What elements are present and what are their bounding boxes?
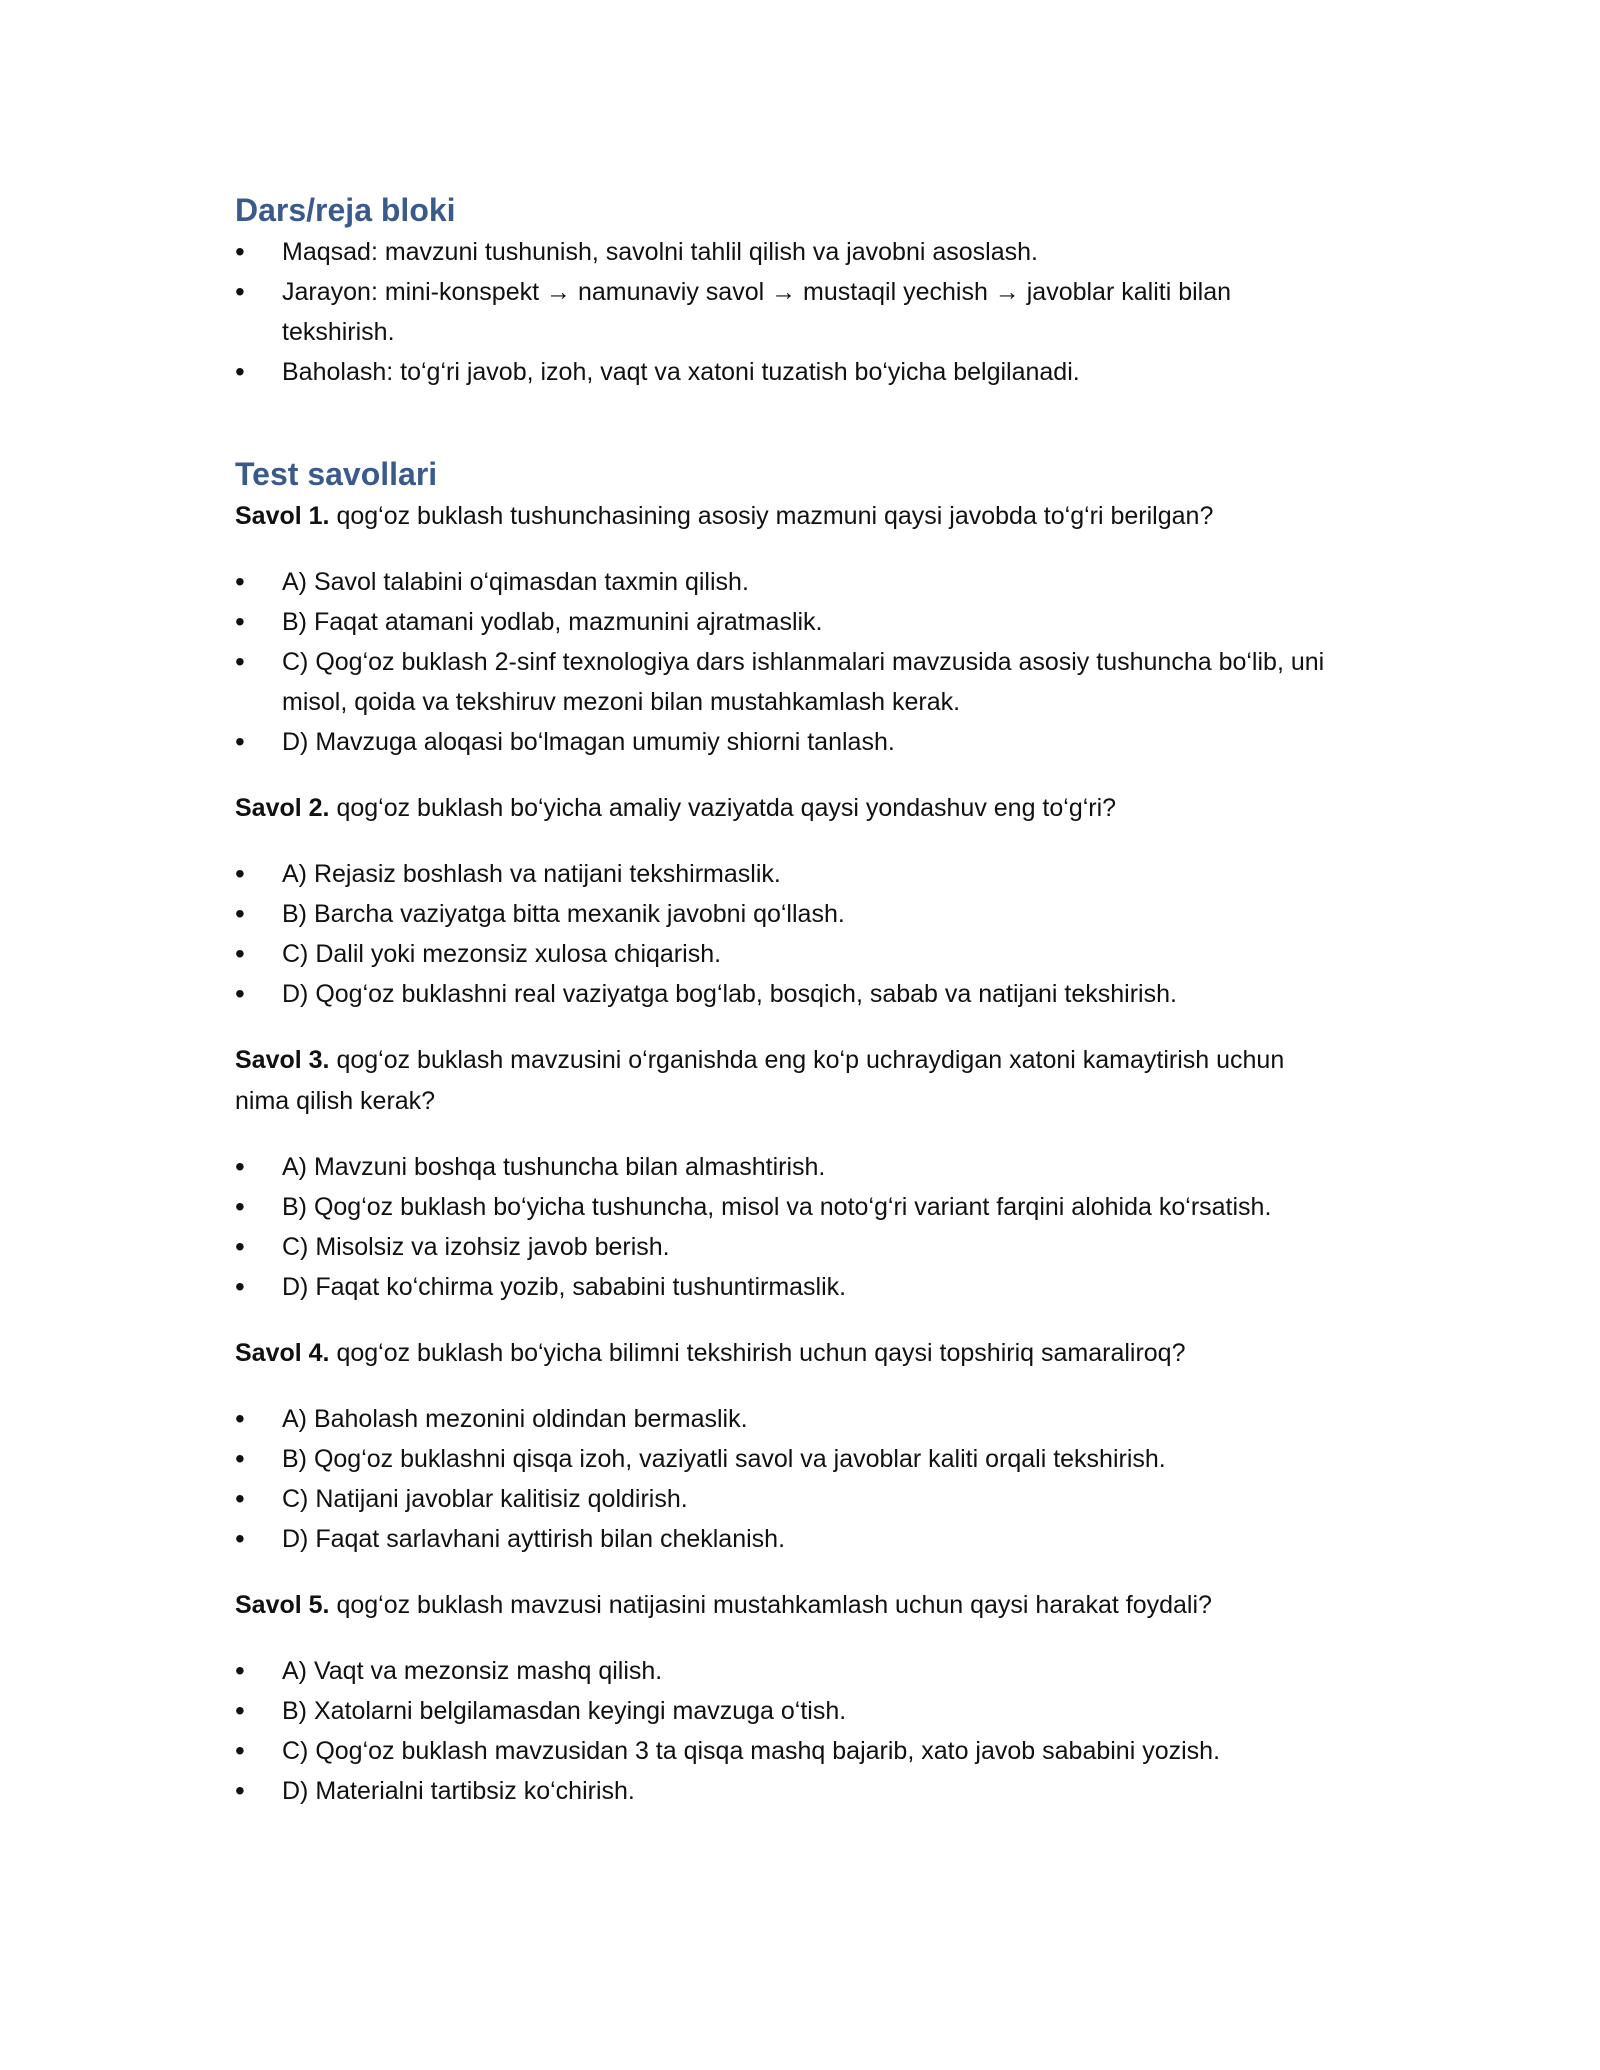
question-label: Savol 4. [235, 1339, 330, 1367]
section-spacer [235, 392, 1335, 452]
option-item: • C) Natijani javoblar kalitisiz qoldirish. [235, 1479, 1335, 1519]
question-1-options [235, 562, 1335, 762]
spacer [235, 1122, 1335, 1147]
question-label: Savol 3. [235, 1046, 330, 1074]
option-item: • C) Qog‘oz buklash 2-sinf texnologiya dars ishlanmalari mavzusida asosiy tushuncha bo‘lib, uni misol, qoida va tekshiruv mezoni bilan mustahkamlash kerak. [235, 642, 1335, 722]
list-item: • Baholash: to‘g‘ri javob, izoh, vaqt va xatoni tuzatish bo‘yicha belgilanadi. [235, 352, 1335, 392]
option-item: • B) Faqat atamani yodlab, mazmunini ajratmaslik. [235, 602, 1335, 642]
question-5 [235, 1585, 1335, 1626]
option-item: • D) Materialni tartibsiz ko‘chirish. [235, 1771, 1335, 1811]
spacer [235, 762, 1335, 788]
test-heading: Test savollari [235, 456, 438, 492]
option-item: • A) Baholash mezonini oldindan bermaslik. [235, 1399, 1335, 1439]
question-3 [235, 1040, 1335, 1122]
question-label: Savol 1. [235, 502, 330, 530]
option-item: • B) Barcha vaziyatga bitta mexanik javobni qo‘llash. [235, 894, 1335, 934]
option-item: • B) Qog‘oz buklashni qisqa izoh, vaziyatli savol va javoblar kaliti orqali tekshirish. [235, 1439, 1335, 1479]
list-item: • Jarayon: mini-konspekt → namunaviy savol → mustaqil yechish → javoblar kaliti bilan tekshirish. [235, 272, 1335, 352]
question-label: Savol 5. [235, 1591, 330, 1619]
spacer [235, 829, 1335, 854]
option-item: • C) Misolsiz va izohsiz javob berish. [235, 1227, 1335, 1267]
spacer [235, 1014, 1335, 1040]
question-text: qog‘oz buklash mavzusini o‘rganishda eng ko‘p uchraydigan xatoni kamaytirish uchun nima qilish kerak? [235, 1046, 1285, 1115]
spacer [235, 1559, 1335, 1585]
option-item: • B) Xatolarni belgilamasdan keyingi mavzuga o‘tish. [235, 1691, 1335, 1731]
option-item: • C) Dalil yoki mezonsiz xulosa chiqarish. [235, 934, 1335, 974]
spacer [235, 537, 1335, 562]
lesson-block-heading: Dars/reja bloki [235, 192, 456, 228]
spacer [235, 1626, 1335, 1651]
option-item: • D) Faqat sarlavhani ayttirish bilan cheklanish. [235, 1519, 1335, 1559]
question-text: qog‘oz buklash mavzusi natijasini mustahkamlash uchun qaysi harakat foydali? [329, 1591, 1212, 1619]
option-item: • A) Mavzuni boshqa tushuncha bilan almashtirish. [235, 1147, 1335, 1187]
question-text: qog‘oz buklash bo‘yicha amaliy vaziyatda qaysi yondashuv eng to‘g‘ri? [329, 794, 1117, 822]
option-item: • A) Savol talabini o‘qimasdan taxmin qilish. [235, 562, 1335, 602]
option-item: • D) Qog‘oz buklashni real vaziyatga bog‘lab, bosqich, sabab va natijani tekshirish. [235, 974, 1335, 1014]
option-item: • A) Rejasiz boshlash va natijani tekshirmaslik. [235, 854, 1335, 894]
document-page [235, 188, 1335, 1811]
option-item: • A) Vaqt va mezonsiz mashq qilish. [235, 1651, 1335, 1691]
spacer [235, 1307, 1335, 1333]
option-item: • D) Mavzuga aloqasi bo‘lmagan umumiy shiorni tanlash. [235, 722, 1335, 762]
question-label: Savol 2. [235, 794, 330, 822]
option-item: • D) Faqat ko‘chirma yozib, sababini tushuntirmaslik. [235, 1267, 1335, 1307]
lesson-block-list [235, 232, 1335, 392]
spacer [235, 1374, 1335, 1399]
question-1 [235, 496, 1335, 537]
option-item: • B) Qog‘oz buklash bo‘yicha tushuncha, misol va noto‘g‘ri variant farqini alohida ko‘rsatish. [235, 1187, 1335, 1227]
question-2-options [235, 854, 1335, 1014]
question-5-options [235, 1651, 1335, 1811]
question-2 [235, 788, 1335, 829]
question-text: qog‘oz buklash tushunchasining asosiy mazmuni qaysi javobda to‘g‘ri berilgan? [329, 502, 1214, 530]
question-3-options [235, 1147, 1335, 1307]
option-item: • C) Qog‘oz buklash mavzusidan 3 ta qisqa mashq bajarib, xato javob sababini yozish. [235, 1731, 1335, 1771]
question-4 [235, 1333, 1335, 1374]
list-item: • Maqsad: mavzuni tushunish, savolni tahlil qilish va javobni asoslash. [235, 232, 1335, 272]
question-text: qog‘oz buklash bo‘yicha bilimni tekshirish uchun qaysi topshiriq samaraliroq? [329, 1339, 1186, 1367]
question-4-options [235, 1399, 1335, 1559]
